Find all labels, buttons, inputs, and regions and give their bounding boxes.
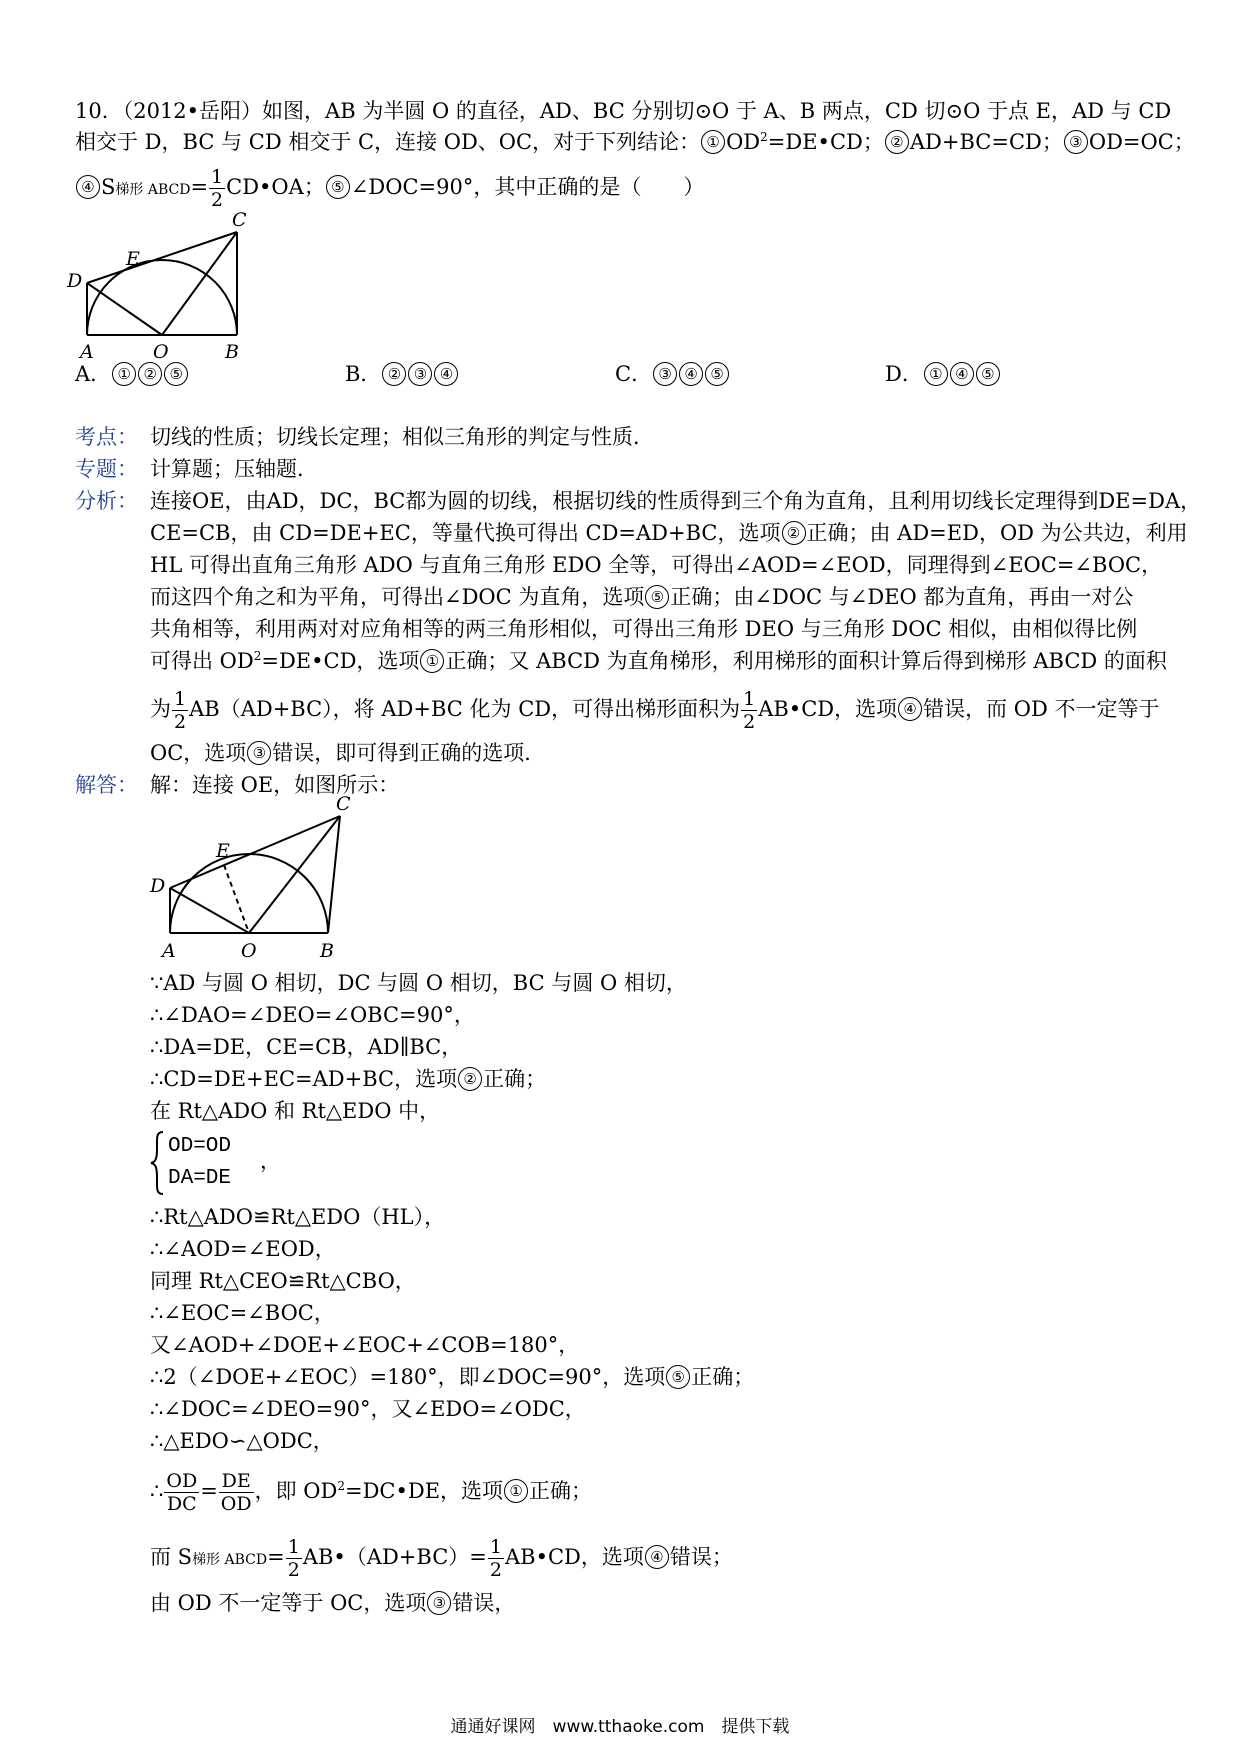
question-line-1: 10．（2012•岳阳）如图，AB 为半圆 O 的直径，AD、BC 分别切⊙O 于 A、B 两点，CD 切⊙O 于点 E，AD 与 CD — [75, 99, 1172, 123]
kaodian-label: 考点： — [75, 425, 138, 449]
circled-number: ⑤ — [705, 362, 729, 386]
fraction: $\frac{DE}{OD}$ — [220, 1470, 252, 1515]
label-E: E — [126, 248, 140, 270]
fenxi-line-4: 而这四个角之和为平角，可得出∠DOC 为直角，选项 ⑤ 正确；由∠DOC 与∠DEO 都为直角，再由一对公 — [150, 585, 1134, 609]
fraction-half: $\frac{1}{2}$ — [211, 166, 224, 211]
zhuanti-row — [75, 456, 138, 482]
kaodian-text: 切线的性质；切线长定理；相似三角形的判定与性质． — [150, 425, 654, 449]
label-A: A — [162, 940, 176, 962]
kaodian-row — [75, 424, 138, 450]
solution-step-10: 又∠AOD+∠DOE+∠EOC+∠COB=180°， — [150, 1333, 580, 1357]
fraction: $\frac{OD}{DC}$ — [166, 1470, 198, 1515]
circled-number: ④ — [898, 697, 922, 721]
circled-number: ④ — [76, 175, 100, 199]
fraction-half: $\frac{1}{2}$ — [174, 688, 187, 733]
solution-step-8: 同理 Rt△CEO≌Rt△CBO， — [150, 1269, 416, 1293]
circled-number: ① — [701, 130, 725, 154]
circled-number: ② — [382, 362, 406, 386]
fraction-half: $\frac{1}{2}$ — [489, 1536, 502, 1581]
question-line-3: ④ S梯形 ABCD= $\frac{1}{2}$ CD•OA； ⑤ ∠DOC=90°，其中正确的是（ ） — [75, 166, 704, 211]
solution-step-12: ∴∠DOC=∠DEO=90°，又∠EDO=∠ODC， — [150, 1397, 586, 1421]
equation-system — [150, 1130, 290, 1196]
solution-step-6: ∴Rt△ADO≌Rt△EDO（HL）， — [150, 1205, 446, 1229]
circled-number: ⑤ — [326, 175, 350, 199]
fenxi-line-3: HL 可得出直角三角形 ADO 与直角三角形 EDO 全等，可得出∠AOD=∠EOD，同理得到∠EOC=∠BOC， — [150, 553, 1163, 577]
zhuanti-text: 计算题；压轴题． — [150, 457, 318, 481]
circled-number: ③ — [1064, 130, 1088, 154]
left-brace-icon — [150, 1130, 166, 1196]
circled-number: ⑤ — [976, 362, 1000, 386]
label-D: D — [67, 270, 83, 292]
circled-number: ② — [458, 1067, 482, 1091]
page-footer: 通通好课网 www.tthaoke.com 提供下载 — [450, 1717, 790, 1737]
circled-number: ③ — [427, 1591, 451, 1615]
solution-step-5: 在 Rt△ADO 和 Rt△EDO 中， — [150, 1099, 441, 1123]
solution-step-3: ∴DA=DE，CE=CB，AD∥BC， — [150, 1035, 463, 1059]
fenxi-line-8: OC，选项 ③ 错误，即可得到正确的选项． — [150, 741, 546, 765]
solution-step-2: ∴∠DAO=∠DEO=∠OBC=90°， — [150, 1003, 475, 1027]
option-b: B． ② ③ ④ — [345, 361, 459, 388]
circled-number: ⑤ — [666, 1365, 690, 1389]
circled-number: ① — [420, 649, 444, 673]
circled-number: ④ — [950, 362, 974, 386]
label-C: C — [232, 209, 247, 231]
option-a: A． ① ② ⑤ — [75, 361, 189, 388]
fraction-half: $\frac{1}{2}$ — [287, 1536, 300, 1581]
question-line-2: 相交于 D，BC 与 CD 相交于 C，连接 OD、OC，对于下列结论： ① $OD^2=DE•CD$； ② AD+BC=CD； ③ OD=OC； — [75, 130, 1195, 154]
fenxi-line-5: 共角相等，利用两对对应角相等的两三角形相似，可得出三角形 DEO 与三角形 DOC 相似，由相似得比例 — [150, 617, 1138, 641]
system-comma: ， — [260, 1149, 281, 1173]
label-D: D — [150, 875, 166, 897]
jieda-label: 解答： — [75, 773, 138, 797]
label-E: E — [216, 840, 230, 862]
fenxi-line-7: 为 $\frac{1}{2}$ AB（AD+BC），将 AD+BC 化为 CD，可得出梯形面积为 $\frac{1}{2}$ AB•CD，选项 ④ 错误，而 OD 不一定等于 — [150, 688, 1160, 733]
geometry-figure-2 — [140, 790, 380, 970]
fraction-half: $\frac{1}{2}$ — [743, 688, 756, 733]
fenxi-row — [75, 488, 138, 514]
jieda-intro: 解：连接 OE，如图所示： — [150, 773, 400, 797]
solution-step-1: ∵AD 与圆 O 相切，DC 与圆 O 相切，BC 与圆 O 相切， — [150, 971, 687, 995]
system-eq-1: OD=OD — [168, 1135, 232, 1158]
solution-step-11: ∴2（∠DOE+∠EOC）=180°，即∠DOC=90°，选项 ⑤ 正确； — [150, 1365, 755, 1389]
solution-step-4: ∴CD=DE+EC=AD+BC，选项 ② 正确； — [150, 1067, 547, 1091]
zhuanti-label: 专题： — [75, 457, 138, 481]
fenxi-line-2: CE=CB，由 CD=DE+EC，等量代换可得出 CD=AD+BC，选项 ② 正确；由 AD=ED，OD 为公共边，利用 — [150, 521, 1188, 545]
label-B: B — [225, 341, 239, 363]
solution-step-7: ∴∠AOD=∠EOD， — [150, 1237, 336, 1261]
option-c: C． ③ ④ ⑤ — [615, 361, 730, 388]
solution-step-15: 而 S梯形 ABCD= $\frac{1}{2}$ AB•（AD+BC）= $\frac{1}{2}$ AB•CD，选项 ④ 错误； — [150, 1536, 733, 1581]
solution-step-9: ∴∠EOC=∠BOC， — [150, 1301, 335, 1325]
circled-number: ⑤ — [645, 585, 669, 609]
circled-number: ② — [782, 521, 806, 545]
circled-number: ③ — [653, 362, 677, 386]
label-O: O — [241, 940, 257, 962]
circled-number: ② — [138, 362, 162, 386]
fenxi-line-6: 可得出 $OD^2=DE•CD$，选项 ① 正确；又 ABCD 为直角梯形，利用梯形的面积计算后得到梯形 ABCD 的面积 — [150, 649, 1167, 673]
label-O: O — [153, 341, 169, 363]
system-eq-2: DA=DE — [168, 1167, 232, 1190]
jieda-row — [75, 772, 138, 798]
solution-step-14: ∴ $\frac{OD}{DC}$ = $\frac{DE}{OD}$ ，即 $OD^2=DC•DE$，选项 ① 正确； — [150, 1470, 593, 1515]
circled-number: ④ — [434, 362, 458, 386]
circled-number: ③ — [247, 741, 271, 765]
fenxi-label: 分析： — [75, 489, 138, 513]
circled-number: ⑤ — [164, 362, 188, 386]
option-d: D． ① ④ ⑤ — [885, 361, 1001, 388]
solution-step-13: ∴△EDO∽△ODC， — [150, 1429, 334, 1453]
geometry-figure-1 — [60, 205, 300, 365]
circled-number: ② — [885, 130, 909, 154]
circled-number: ① — [504, 1479, 528, 1503]
circled-number: ① — [924, 362, 948, 386]
circled-number: ④ — [679, 362, 703, 386]
circled-number: ③ — [408, 362, 432, 386]
label-B: B — [320, 940, 334, 962]
circled-number: ④ — [645, 1545, 669, 1569]
circled-number: ① — [112, 362, 136, 386]
label-C: C — [336, 793, 351, 815]
fenxi-line-1: 连接OE，由AD，DC，BC都为圆的切线，根据切线的性质得到三个角为直角，且利用切线长定理得到DE=DA， — [150, 489, 1202, 513]
label-A: A — [80, 341, 94, 363]
solution-step-16: 由 OD 不一定等于 OC，选项 ③ 错误， — [150, 1591, 516, 1615]
